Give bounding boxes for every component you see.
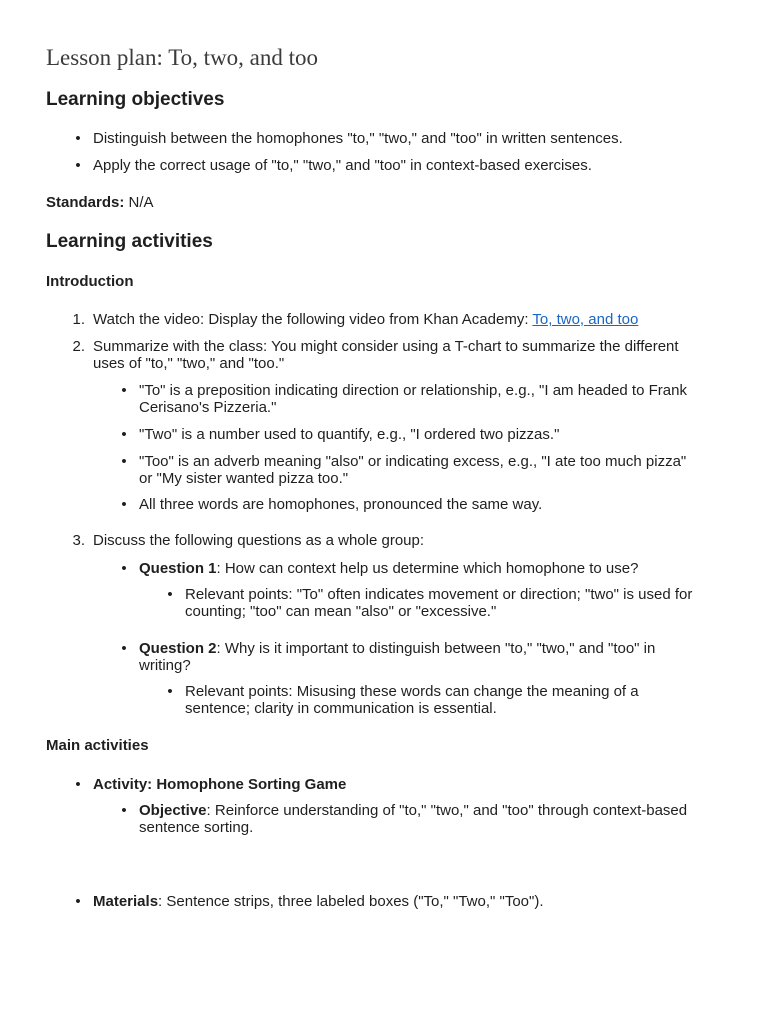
heading-learning-activities: Learning activities [46, 231, 213, 252]
step-number: 1. [72, 311, 85, 328]
question-label: Question 2 [139, 640, 217, 657]
objective-text: Distinguish between the homophones "to," "two," and "too" in written sentences. [93, 130, 623, 147]
list-item [121, 426, 739, 443]
heading-introduction: Introduction [46, 273, 134, 290]
objective-label: Objective [139, 802, 207, 819]
standards-line [46, 194, 154, 211]
bullet-marker: • [167, 683, 173, 700]
activity-label: Activity: Homophone Sorting Game [93, 776, 347, 793]
step-number: 3. [72, 532, 85, 549]
step-text: Discuss the following questions as a whole group: [93, 532, 425, 549]
step-text-line: uses of "to," "two," and "too." [93, 355, 285, 372]
objective-text: : Reinforce understanding of "to," "two," and "too" through context-based [206, 802, 688, 819]
list-item [121, 496, 739, 513]
list-item [121, 453, 739, 487]
question-text: : Why is it important to distinguish between "to," "two," and "too" in [216, 640, 656, 657]
bullet-text-line: or "My sister wanted pizza too." [139, 470, 349, 487]
bullet-marker: • [75, 157, 81, 174]
standards-value: N/A [128, 194, 154, 211]
bullet-text-line: Cerisano's Pizzeria." [139, 399, 277, 416]
list-item [75, 776, 733, 793]
bullet-text-line: "Too" is an adverb meaning "also" or indicating excess, e.g., "I ate too much pizza" [139, 453, 687, 470]
bullet-marker: • [121, 453, 127, 470]
list-item [72, 338, 733, 372]
heading-main-activities: Main activities [46, 737, 149, 754]
list-item [121, 802, 739, 836]
step-text: Watch the video: Display the following video from Khan Academy: [93, 311, 533, 328]
question-text: : How can context help us determine which homophone to use? [216, 560, 639, 577]
standards-label: Standards: [46, 194, 125, 211]
bullet-marker: • [121, 426, 127, 443]
list-item [167, 586, 745, 620]
relevant-points-line: counting; "too" can mean "also" or "excessive." [185, 603, 497, 620]
question-label: Question 1 [139, 560, 217, 577]
bullet-marker: • [75, 130, 81, 147]
materials-text: : Sentence strips, three labeled boxes ("To," "Two," "Too"). [158, 893, 544, 910]
bullet-marker: • [121, 802, 127, 819]
bullet-marker: • [121, 382, 127, 399]
list-item [167, 683, 745, 717]
bullet-marker: • [121, 640, 127, 657]
list-item [72, 532, 733, 549]
bullet-text-line: All three words are homophones, pronounced the same way. [139, 496, 543, 513]
bullet-text-line: "Two" is a number used to quantify, e.g., "I ordered two pizzas." [139, 426, 560, 443]
bullet-marker: • [121, 560, 127, 577]
bullet-marker: • [167, 586, 173, 603]
page-title: Lesson plan: To, two, and too [46, 45, 319, 70]
materials-label: Materials [93, 893, 159, 910]
objective-text-line: sentence sorting. [139, 819, 254, 836]
khan-academy-video-link[interactable]: To, two, and too [532, 311, 639, 328]
heading-learning-objectives: Learning objectives [46, 89, 225, 110]
list-item [75, 157, 713, 174]
list-item [121, 640, 739, 674]
list-item [75, 130, 713, 147]
list-item [75, 893, 733, 910]
bullet-marker: • [75, 776, 81, 793]
question-text-line: writing? [139, 657, 191, 674]
relevant-points-line: Relevant points: Misusing these words can change the meaning of a [185, 683, 639, 700]
objective-text: Apply the correct usage of "to," "two," and "too" in context-based exercises. [93, 157, 592, 174]
relevant-points-line: sentence; clarity in communication is essential. [185, 700, 497, 717]
list-item [121, 382, 739, 416]
bullet-text-line: "To" is a preposition indicating direction or relationship, e.g., "I am headed to Frank [139, 382, 687, 399]
list-item [121, 560, 739, 577]
bullet-marker: • [121, 496, 127, 513]
bullet-marker: • [75, 893, 81, 910]
step-number: 2. [72, 338, 85, 355]
step-text-line: Summarize with the class: You might consider using a T-chart to summarize the different [93, 338, 679, 355]
list-item [72, 311, 733, 328]
relevant-points-line: Relevant points: "To" often indicates movement or direction; "two" is used for [185, 586, 693, 603]
